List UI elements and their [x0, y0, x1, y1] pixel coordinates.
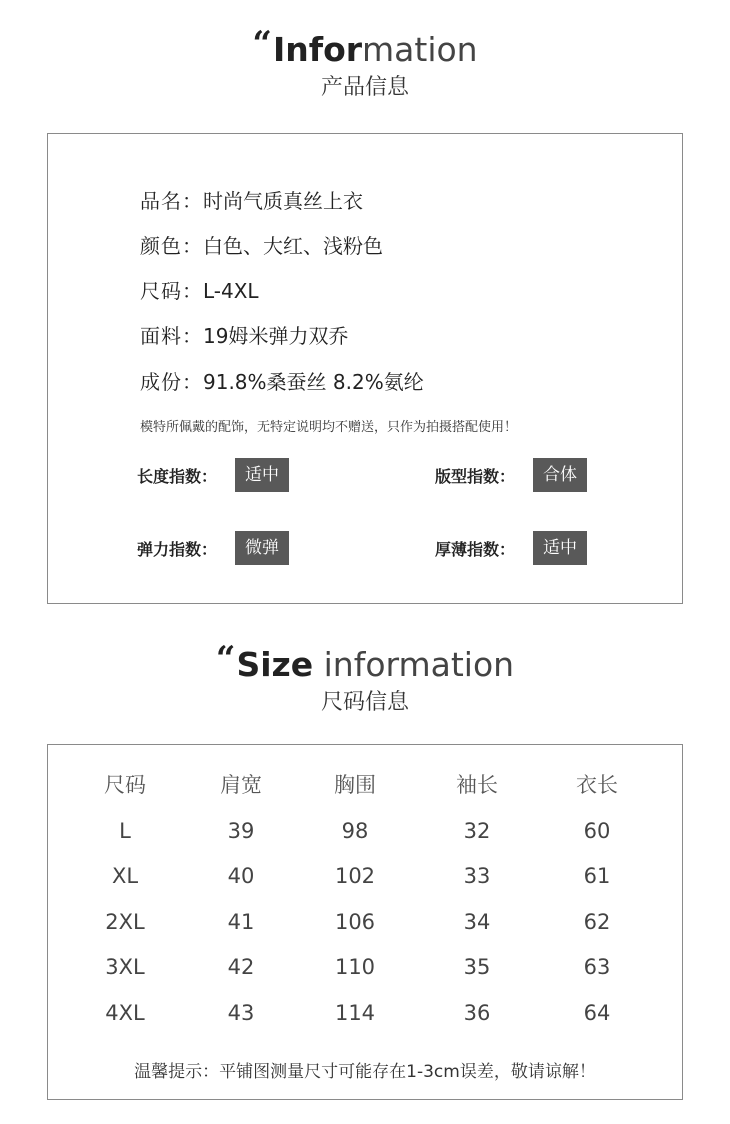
table-header: 胸围 [334, 773, 376, 797]
info-value: 时尚气质真丝上衣 [203, 189, 363, 213]
size-heading [0, 639, 730, 718]
info-line-composition [140, 368, 424, 396]
table-row [48, 860, 682, 892]
table-cell: 114 [334, 1001, 376, 1025]
table-cell: 61 [583, 864, 611, 888]
accessory-note: 模特所佩戴的配饰，无特定说明均不赠送，只作为拍摄搭配使用！ [140, 420, 518, 435]
table-cell: 42 [227, 955, 255, 979]
info-label: 面料： [140, 324, 203, 348]
table-cell: 60 [583, 819, 611, 843]
index-value-badge: 微弹 [235, 531, 289, 565]
table-cell: 39 [227, 819, 255, 843]
index-value-badge: 适中 [533, 531, 587, 565]
table-header: 袖长 [456, 773, 498, 797]
table-cell: 33 [463, 864, 491, 888]
index-label: 长度指数： [137, 466, 218, 486]
table-row [48, 997, 682, 1029]
size-table-box [47, 744, 683, 1100]
info-heading-en-light: mation [362, 30, 478, 69]
table-cell: 34 [463, 910, 491, 934]
table-cell: 106 [334, 910, 376, 934]
info-label: 成份： [140, 370, 203, 394]
table-header: 肩宽 [220, 773, 262, 797]
index-label: 弹力指数： [137, 539, 218, 559]
info-value: 白色、大红、浅粉色 [203, 234, 383, 258]
table-cell: 64 [583, 1001, 611, 1025]
measurement-tip: 温馨提示：平铺图测量尺寸可能存在1-3cm误差，敬请谅解！ [134, 1062, 596, 1082]
table-cell: 2XL [105, 910, 145, 934]
table-cell: 32 [463, 819, 491, 843]
info-heading-cn: 产品信息 [320, 75, 409, 100]
table-cell: XL [111, 864, 139, 888]
table-header: 衣长 [576, 773, 618, 797]
table-cell: 36 [463, 1001, 491, 1025]
table-row [48, 951, 682, 983]
table-header: 尺码 [104, 773, 146, 797]
table-cell: 35 [463, 955, 491, 979]
table-cell: 3XL [105, 955, 145, 979]
table-header-row [48, 769, 682, 801]
table-row [48, 906, 682, 938]
info-label: 颜色： [140, 234, 203, 258]
info-label: 尺码： [140, 279, 203, 303]
table-row [48, 815, 682, 847]
info-heading [0, 24, 730, 103]
info-value: L-4XL [203, 279, 259, 303]
size-heading-en-light: information [323, 645, 515, 684]
thickness-index [435, 531, 587, 565]
index-label: 厚薄指数： [435, 539, 516, 559]
size-heading-cn: 尺码信息 [320, 690, 409, 715]
table-cell: 110 [334, 955, 376, 979]
length-index [137, 458, 289, 492]
info-line-color [140, 232, 383, 260]
index-value-badge: 合体 [533, 458, 587, 492]
product-info-box [47, 133, 683, 604]
quote-mark: “ [252, 24, 272, 64]
info-heading-en-bold: Infor [272, 30, 363, 69]
info-line-size [140, 277, 259, 305]
size-heading-en-bold: Size [236, 645, 314, 684]
table-cell: 40 [227, 864, 255, 888]
index-label: 版型指数： [435, 466, 516, 486]
info-value: 19姆米弹力双乔 [203, 324, 349, 348]
info-value: 91.8%桑蚕丝 8.2%氨纶 [203, 370, 424, 394]
info-label: 品名： [140, 189, 203, 213]
table-cell: 102 [334, 864, 376, 888]
table-cell: 41 [227, 910, 255, 934]
info-line-name [140, 187, 363, 215]
info-line-fabric [140, 322, 348, 350]
index-value-badge: 适中 [235, 458, 289, 492]
table-cell: 63 [583, 955, 611, 979]
info-heading-en [0, 24, 730, 70]
table-cell: 4XL [105, 1001, 145, 1025]
table-cell: 43 [227, 1001, 255, 1025]
quote-mark: “ [215, 639, 236, 679]
table-cell: L [119, 819, 131, 843]
size-heading-en [0, 639, 730, 685]
table-cell: 62 [583, 910, 611, 934]
fit-index [435, 458, 587, 492]
table-cell: 98 [341, 819, 369, 843]
elasticity-index [137, 531, 289, 565]
